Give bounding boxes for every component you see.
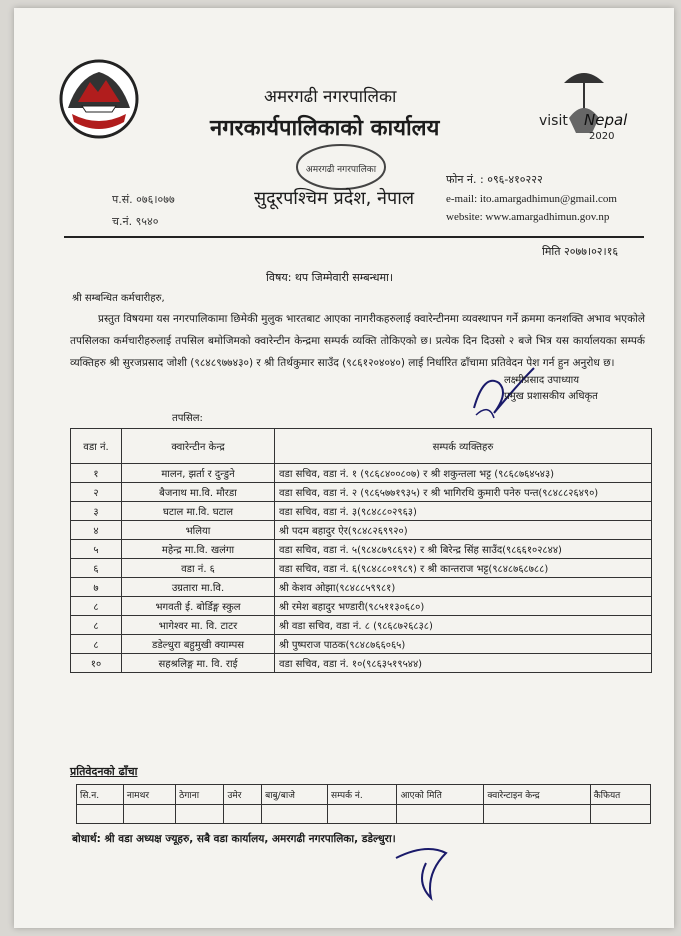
svg-text:visit: visit: [539, 113, 568, 129]
table-row: [71, 483, 652, 502]
office-stamp-icon: [294, 142, 389, 192]
ward-number: ८: [71, 597, 122, 616]
quarantine-center: वडा नं. ६: [122, 559, 275, 578]
contact-persons: श्री केशव ओझा(९८४८८५९९८१): [275, 578, 652, 597]
letter-body: प्रस्तुत विषयमा यस नगरपालिकामा छिमेकी मुलुक भारतबाट आएका नागरीकहरुलाई क्वारेन्टीनमा व्यवस्थापन गर्ने क्रममा कनशक्ति अभाव भएकोले तपसिलका कर्मचारीहरुलाई तपसिल बमोजिमको क्वारेन्टीन केन्द्रमा सम्पर्क व्यक्ति तोकिएको छ। प्रत्येक दिन दिउसो २ बजे भित्र यस कार्यालयका सम्पर्क व्यक्तिहरु श्री सुरजप्रसाद जोशी (९८४८९७७४३०) र श्री तिर्थकुमार साउँद (९८६१२०४०४०) लाई निर्धारित ढाँचामा प्रतिवेदन पेश गर्न हुन अनुरोध छ।: [70, 313, 645, 369]
contact-persons: वडा सचिव, वडा नं. १ (९८६८४००८०७) र श्री शकुन्तला भट्ट (९८६८७६४५४३): [275, 464, 652, 483]
report-empty-cell: [176, 805, 224, 824]
quarantine-center: भलिया: [122, 521, 275, 540]
contact-persons: श्री रमेश बहादुर भण्डारी(९८५११३०६८०): [275, 597, 652, 616]
table-row: [71, 616, 652, 635]
quarantine-table: [70, 428, 652, 673]
office-name: नगरकार्यपालिकाको कार्यालय: [210, 116, 440, 141]
report-header-cell: नामथर: [123, 785, 175, 805]
ward-number: २: [71, 483, 122, 502]
header-divider: [64, 236, 644, 238]
ward-number: ७: [71, 578, 122, 597]
table-row: [71, 559, 652, 578]
signatory-title: प्रमुख प्रशासकीय अधिकृत: [504, 391, 598, 402]
table-row: [71, 502, 652, 521]
svg-text:Nepal: Nepal: [584, 111, 628, 129]
quarantine-center: उग्रतारा मा.वि.: [122, 578, 275, 597]
letter-salutation: श्री सम्बन्धित कर्मचारीहरु,: [72, 293, 165, 304]
letter-page: [14, 8, 674, 928]
report-header-cell: आएको मिति: [397, 785, 484, 805]
quarantine-center: भागेश्वर मा. वि. टाटर: [122, 616, 275, 635]
copy-to-line: बोधार्थ: श्री वडा अध्यक्ष ज्यूहरु, सबै वडा कार्यालय, अमरगढी नगरपालिका, डडेल्धुरा।: [72, 833, 396, 845]
quarantine-center: भगवती ई. बोर्डिङ्ग स्कुल: [122, 597, 275, 616]
table-header-center: क्वारेन्टीन केन्द्र: [122, 429, 275, 464]
report-empty-cell: [590, 805, 650, 824]
email-address: e-mail: ito.amargadhimun@gmail.com: [446, 193, 617, 205]
contact-persons: वडा सचिव, वडा नं. ३(९८४८८०२९६३): [275, 502, 652, 521]
report-empty-cell: [77, 805, 124, 824]
quarantine-center: महेन्द्र मा.वि. खलंगा: [122, 540, 275, 559]
ward-number: ८: [71, 616, 122, 635]
report-header-cell: क्वारेन्टाइन केन्द्र: [484, 785, 590, 805]
contact-persons: वडा सचिव, वडा नं. २ (९८६५७७१९३५) र श्री भागिरथि कुमारी पनेरु पन्त(९८४८८२६४९०): [275, 483, 652, 502]
report-empty-cell: [224, 805, 262, 824]
table-row: [71, 464, 652, 483]
phone-number: फोन नं. : ०९६-४१०२२२: [446, 173, 543, 186]
report-empty-cell: [123, 805, 175, 824]
website-address: website: www.amargadhimun.gov.np: [446, 211, 610, 223]
table-header-contact: सम्पर्क व्यक्तिहरु: [275, 429, 652, 464]
nepal-emblem-icon: [58, 58, 140, 140]
contact-persons: श्री पुष्पराज पाठक(९८४८७६६०६५): [275, 635, 652, 654]
report-empty-cell: [262, 805, 328, 824]
report-header-cell: ठेगाना: [176, 785, 224, 805]
ward-number: ५: [71, 540, 122, 559]
municipality-name: अमरगढी नगरपालिका: [264, 87, 397, 107]
table-header-ward: वडा नं.: [71, 429, 122, 464]
signatory-name: लक्ष्मीप्रसाद उपाध्याय: [504, 375, 580, 386]
report-header-cell: सि.न.: [77, 785, 124, 805]
report-empty-cell: [484, 805, 590, 824]
ward-number: ८: [71, 635, 122, 654]
report-header-cell: बाबु/बाजे: [262, 785, 328, 805]
ward-number: ६: [71, 559, 122, 578]
contact-persons: वडा सचिव, वडा नं. १०(९८६३५१९५४४): [275, 654, 652, 673]
quarantine-center: बैजनाथ मा.वि. मौरडा: [122, 483, 275, 502]
report-empty-cell: [397, 805, 484, 824]
contact-persons: वडा सचिव, वडा नं. ६(९८४८८०१९८९) र श्री कान्तराज भट्ट(९८४८७६८७८८): [275, 559, 652, 578]
quarantine-center: डडेल्धुरा बहुमुखी क्याम्पस: [122, 635, 275, 654]
report-format-title: प्रतिवेदनको ढाँचा: [70, 765, 138, 778]
ward-number: १: [71, 464, 122, 483]
report-format-table: [76, 784, 651, 824]
stamp-text: अमरगढी नगरपालिका: [305, 165, 377, 175]
table-row: [71, 521, 652, 540]
report-header-cell: कैफियत: [590, 785, 650, 805]
report-empty-cell: [328, 805, 397, 824]
ward-number: ४: [71, 521, 122, 540]
quarantine-center: घटाल मा.वि. घटाल: [122, 502, 275, 521]
dispatch-number: च.नं. ९५४०: [112, 215, 159, 228]
table-row: [71, 635, 652, 654]
table-row: [71, 597, 652, 616]
province-name: सुदूरपश्चिम प्रदेश, नेपाल: [254, 188, 415, 209]
letter-date: मिति २०७७।०२।१६: [542, 245, 619, 258]
contact-persons: श्री वडा सचिव, वडा नं. ८ (९८६८७२६८३८): [275, 616, 652, 635]
bottom-signature-icon: [386, 838, 466, 908]
ward-number: ३: [71, 502, 122, 521]
list-label: तपसिल:: [172, 413, 203, 424]
visit-nepal-logo-icon: [534, 63, 634, 148]
table-row: [71, 654, 652, 673]
svg-text:2020: 2020: [589, 131, 615, 142]
quarantine-center: सहश्रलिङ्ग मा. वि. राई: [122, 654, 275, 673]
reference-number: प.सं. ०७६।०७७: [112, 193, 175, 206]
report-header-cell: उमेर: [224, 785, 262, 805]
table-row: [71, 578, 652, 597]
table-row: [71, 540, 652, 559]
contact-persons: वडा सचिव, वडा नं. ५(९८४८७९८६९२) र श्री बिरेन्द्र सिंह साउँद(९८६६१०२८४४): [275, 540, 652, 559]
report-header-cell: सम्पर्क नं.: [328, 785, 397, 805]
ward-number: १०: [71, 654, 122, 673]
letter-subject: विषय: थप जिम्मेवारी सम्बन्धमा।: [266, 271, 394, 284]
contact-persons: श्री पदम बहादुर ऐर(९८४८२६९९२०): [275, 521, 652, 540]
quarantine-center: मालन, झर्ता र दुन्डुने: [122, 464, 275, 483]
